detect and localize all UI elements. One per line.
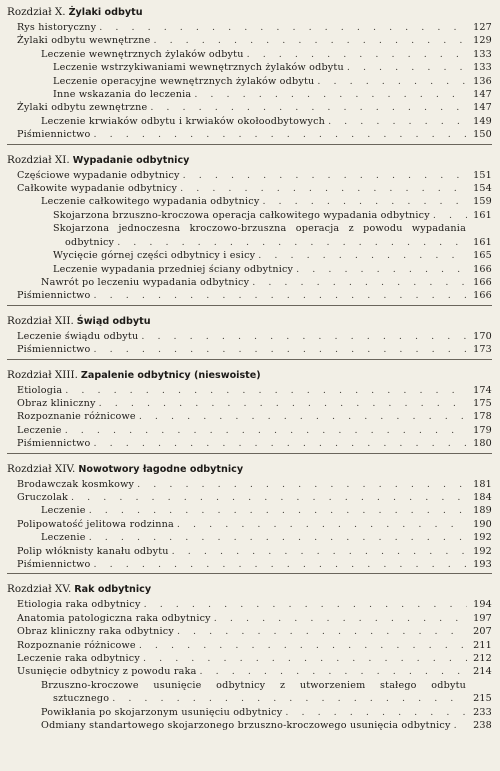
toc-entry bbox=[7, 612, 492, 625]
chapter-number: Rozdział XV. bbox=[7, 583, 72, 596]
page-number: 159 bbox=[473, 196, 492, 208]
toc-entry-text: Polipowatość jelitowa rodzinna bbox=[17, 518, 174, 530]
toc-entry-text: Piśmiennictwo bbox=[17, 129, 91, 141]
page-number: 192 bbox=[473, 545, 492, 557]
toc-entry bbox=[7, 75, 492, 88]
toc-entry-text: Leczenie wewnętrznych żylaków odbytu bbox=[41, 48, 244, 60]
toc-entry bbox=[7, 625, 492, 638]
toc-entry-text: Polip włóknisty kanału odbytu bbox=[17, 545, 169, 557]
toc-entry-text: Leczenie krwiaków odbytu i krwiaków okołoodbytowych bbox=[41, 115, 326, 127]
toc-entry-text-line2: odbytnicy bbox=[65, 236, 115, 248]
leader-dots bbox=[194, 88, 467, 101]
page-number: 181 bbox=[473, 478, 492, 490]
toc-entry bbox=[7, 222, 492, 249]
toc-entry-text: Etiologia raka odbytnicy bbox=[17, 599, 141, 611]
page-number: 166 bbox=[473, 290, 492, 302]
page-number: 194 bbox=[473, 599, 492, 611]
leader-dots bbox=[252, 276, 467, 289]
chapter-number: Rozdział XIII. bbox=[7, 368, 78, 381]
chapter-title: Nowotwory łagodne odbytnicy bbox=[78, 463, 244, 475]
toc-entry bbox=[7, 34, 492, 47]
leader-dots bbox=[317, 75, 467, 88]
toc-entry-text: Skojarzona brzuszno-kroczowa operacja całkowitego wypadania odbytnicy bbox=[53, 209, 430, 221]
leader-dots bbox=[99, 21, 467, 34]
toc-entry bbox=[7, 504, 492, 517]
leader-dots bbox=[94, 343, 467, 356]
leader-dots bbox=[71, 491, 467, 504]
chapter-title: Żylaki odbytu bbox=[68, 7, 143, 18]
leader-dots bbox=[89, 531, 467, 544]
chapter-section bbox=[7, 153, 492, 306]
toc-entry-text: Brodawczak kosmkowy bbox=[17, 478, 135, 490]
toc-entry-text: Piśmiennictwo bbox=[17, 559, 91, 570]
leader-dots bbox=[214, 612, 467, 625]
page-number: 127 bbox=[473, 22, 492, 33]
toc-entry bbox=[7, 719, 492, 732]
leader-dots bbox=[112, 692, 467, 705]
page-number: 190 bbox=[473, 518, 492, 530]
page-number: 197 bbox=[473, 612, 492, 624]
toc-entry bbox=[7, 545, 492, 558]
leader-dots bbox=[65, 384, 467, 397]
chapter-title: Wypadanie odbytnicy bbox=[72, 154, 190, 166]
leader-dots bbox=[200, 665, 467, 678]
page-number: 150 bbox=[473, 129, 492, 141]
chapter-title: Świąd odbytu bbox=[76, 315, 151, 327]
toc-entry bbox=[7, 115, 492, 128]
toc-entry bbox=[7, 263, 492, 276]
leader-dots bbox=[139, 410, 467, 423]
toc-entry-text: Leczenie świądu odbytu bbox=[17, 330, 139, 342]
leader-dots bbox=[144, 598, 467, 611]
leader-dots bbox=[94, 437, 467, 450]
page-number: 154 bbox=[473, 183, 492, 195]
chapter-heading bbox=[7, 5, 492, 20]
toc-entry bbox=[7, 384, 492, 397]
chapter-section bbox=[7, 5, 492, 145]
page-number: 149 bbox=[473, 115, 492, 127]
toc-entry bbox=[7, 169, 492, 182]
leader-dots bbox=[285, 706, 467, 719]
page-number: 211 bbox=[473, 639, 492, 651]
leader-dots bbox=[99, 397, 467, 410]
page-number: 133 bbox=[473, 48, 492, 60]
toc-entry-text: Etiologia bbox=[17, 384, 63, 396]
toc-entry bbox=[7, 330, 492, 343]
leader-dots bbox=[94, 558, 467, 571]
toc-entry bbox=[7, 598, 492, 611]
toc-entry-text-line1: Brzuszno-kroczowe usunięcie odbytnicy z utworzeniem stałego odbytu bbox=[41, 679, 466, 691]
page-number: 173 bbox=[473, 344, 492, 356]
toc-entry bbox=[7, 249, 492, 262]
page-number: 193 bbox=[473, 559, 492, 570]
toc-entry-text: Leczenie operacyjne wewnętrznych żylaków odbytu bbox=[53, 75, 315, 87]
leader-dots bbox=[328, 115, 467, 128]
leader-dots bbox=[454, 719, 467, 732]
toc-entry-text: Obraz kliniczny bbox=[17, 397, 96, 409]
leader-dots bbox=[65, 424, 467, 437]
page-number: 166 bbox=[473, 276, 492, 288]
toc-entry bbox=[7, 491, 492, 504]
toc-entry bbox=[7, 679, 492, 706]
toc-entry bbox=[7, 128, 492, 141]
toc-entry bbox=[7, 424, 492, 437]
toc-entry bbox=[7, 289, 492, 302]
toc-entry bbox=[7, 101, 492, 114]
toc-entry-text: Obraz kliniczny raka odbytnicy bbox=[17, 626, 174, 638]
page-number: 165 bbox=[473, 250, 492, 262]
chapter-number: Rozdział XIV. bbox=[7, 462, 76, 475]
page-number: 147 bbox=[473, 102, 492, 114]
toc-entry bbox=[7, 518, 492, 531]
page-number: 207 bbox=[473, 626, 492, 638]
chapter-heading bbox=[7, 368, 492, 383]
page-number: 233 bbox=[473, 706, 492, 718]
leader-dots bbox=[258, 249, 467, 262]
toc-entry-text: Żylaki odbytu zewnętrzne bbox=[17, 102, 148, 114]
leader-dots bbox=[143, 652, 467, 665]
toc-entry bbox=[7, 21, 492, 34]
leader-dots bbox=[296, 263, 467, 276]
toc-entry-text-line1: Skojarzona jednoczesna kroczowo-brzuszna operacja z powodu wypadania bbox=[53, 223, 466, 235]
toc-entry-text: Piśmiennictwo bbox=[17, 344, 91, 356]
page-number: 161 bbox=[473, 236, 492, 248]
page-number: 175 bbox=[473, 397, 492, 409]
page-number: 178 bbox=[473, 411, 492, 423]
page-number: 215 bbox=[473, 693, 492, 705]
page-number: 174 bbox=[473, 384, 492, 396]
leader-dots bbox=[89, 504, 467, 517]
page-number: 180 bbox=[473, 438, 492, 450]
toc-entry bbox=[7, 195, 492, 208]
toc-entry bbox=[7, 276, 492, 289]
page-number: 161 bbox=[473, 209, 492, 221]
toc-entry-text: Leczenie bbox=[17, 424, 62, 436]
chapter-heading bbox=[7, 582, 492, 597]
toc-entry-text: Gruczolak bbox=[17, 491, 69, 503]
page-number: 136 bbox=[473, 75, 492, 87]
toc-entry bbox=[7, 531, 492, 544]
toc-entry-text: Powikłania po skojarzonym usunięciu odbytnicy bbox=[41, 706, 283, 718]
toc-entry-text: Usunięcie odbytnicy z powodu raka bbox=[17, 666, 197, 678]
page-number: 238 bbox=[473, 720, 492, 732]
chapter-title: Zapalenie odbytnicy (nieswoiste) bbox=[80, 369, 261, 381]
page-number: 179 bbox=[473, 424, 492, 436]
toc-entry-text: Odmiany standartowego skojarzonego brzuszno-kroczowego usunięcia odbytnicy bbox=[41, 720, 451, 732]
chapter-number: Rozdział XI. bbox=[7, 153, 70, 166]
toc-entry-text: Leczenie całkowitego wypadania odbytnicy bbox=[41, 196, 260, 208]
toc-entry bbox=[7, 665, 492, 678]
toc-entry bbox=[7, 706, 492, 719]
page-number: 147 bbox=[473, 89, 492, 101]
page-number: 212 bbox=[473, 653, 492, 665]
leader-dots bbox=[137, 478, 467, 491]
page-number: 129 bbox=[473, 35, 492, 47]
chapter-heading bbox=[7, 314, 492, 329]
toc-entry-text: Piśmiennictwo bbox=[17, 438, 91, 450]
page-number: 170 bbox=[473, 330, 492, 342]
chapter-title: Rak odbytnicy bbox=[74, 584, 152, 596]
toc-entry-text: Leczenie wstrzykiwaniami wewnętrznych żylaków odbytu bbox=[53, 62, 344, 74]
toc-entry-text: Rozpoznanie różnicowe bbox=[17, 639, 136, 651]
page-number: 189 bbox=[473, 505, 492, 517]
page-number: 192 bbox=[473, 532, 492, 544]
toc-entry-text: Leczenie bbox=[41, 505, 86, 517]
toc-entry-text: Inne wskazania do leczenia bbox=[53, 89, 192, 101]
toc-entry-text: Wycięcie górnej części odbytnicy i esicy bbox=[53, 250, 256, 262]
page-number: 151 bbox=[473, 169, 492, 181]
leader-dots bbox=[153, 34, 467, 47]
toc-entry-text: Rozpoznanie różnicowe bbox=[17, 411, 136, 423]
toc-entry-text: Rys historyczny bbox=[17, 22, 97, 33]
toc-entry-text: Leczenie raka odbytnicy bbox=[17, 653, 140, 665]
chapter-section bbox=[7, 582, 492, 734]
toc-entry bbox=[7, 410, 492, 423]
chapter-number: Rozdział XII. bbox=[7, 314, 74, 327]
toc-entry bbox=[7, 437, 492, 450]
toc-entry bbox=[7, 209, 492, 222]
toc-entry-text-line2: sztucznego bbox=[53, 693, 110, 705]
leader-dots bbox=[247, 48, 467, 61]
leader-dots bbox=[141, 330, 467, 343]
toc-entry-text: Leczenie bbox=[41, 532, 86, 544]
chapter-heading bbox=[7, 153, 492, 168]
chapter-section bbox=[7, 314, 492, 360]
leader-dots bbox=[177, 625, 467, 638]
toc-entry bbox=[7, 652, 492, 665]
toc-entry-text: Częściowe wypadanie odbytnicy bbox=[17, 169, 180, 181]
toc-entry bbox=[7, 639, 492, 652]
toc-entry-text: Anatomia patologiczna raka odbytnicy bbox=[17, 612, 211, 624]
leader-dots bbox=[94, 128, 467, 141]
leader-dots bbox=[94, 289, 467, 302]
chapter-section bbox=[7, 462, 492, 575]
toc-entry bbox=[7, 478, 492, 491]
toc-entry-text: Leczenie wypadania przedniej ściany odbytnicy bbox=[53, 263, 294, 275]
leader-dots bbox=[180, 182, 467, 195]
toc-entry-continuation bbox=[41, 692, 492, 705]
toc-entry bbox=[7, 397, 492, 410]
leader-dots bbox=[262, 195, 467, 208]
toc-entry bbox=[7, 558, 492, 571]
toc-entry bbox=[7, 61, 492, 74]
chapter-number: Rozdział X. bbox=[7, 6, 66, 18]
leader-dots bbox=[183, 169, 467, 182]
toc-entry-text: Żylaki odbytu wewnętrzne bbox=[17, 35, 151, 47]
toc-entry-text: Nawrót po leczeniu wypadania odbytnicy bbox=[41, 276, 250, 288]
toc-entry bbox=[7, 182, 492, 195]
page-number: 166 bbox=[473, 263, 492, 275]
leader-dots bbox=[150, 101, 467, 114]
leader-dots bbox=[177, 518, 467, 531]
leader-dots bbox=[433, 209, 467, 222]
chapter-section bbox=[7, 368, 492, 454]
page-number: 214 bbox=[473, 666, 492, 678]
toc-entry bbox=[7, 88, 492, 101]
page-number: 133 bbox=[473, 62, 492, 74]
leader-dots bbox=[172, 545, 467, 558]
leader-dots bbox=[117, 236, 467, 249]
leader-dots bbox=[347, 61, 467, 74]
toc-entry bbox=[7, 48, 492, 61]
page-number: 184 bbox=[473, 491, 492, 503]
toc-entry bbox=[7, 343, 492, 356]
toc-entry-text: Piśmiennictwo bbox=[17, 290, 91, 302]
toc-entry-text: Całkowite wypadanie odbytnicy bbox=[17, 183, 178, 195]
toc-entry-continuation bbox=[53, 236, 492, 249]
chapter-heading bbox=[7, 462, 492, 477]
leader-dots bbox=[139, 639, 467, 652]
